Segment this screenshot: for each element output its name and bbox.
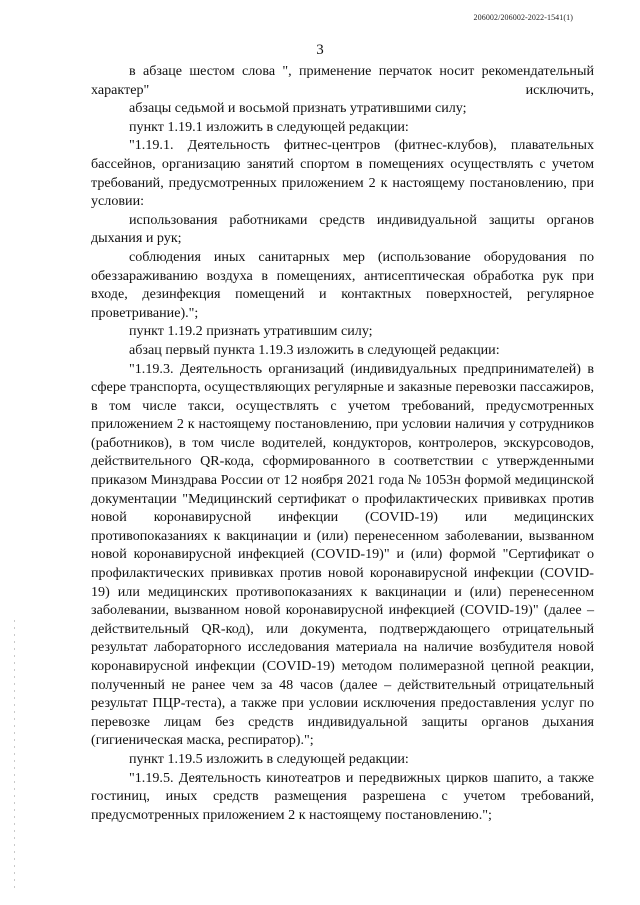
para-sizod: использования работниками средств индивидуальной защиты органов дыхания и рук; xyxy=(91,211,594,247)
scan-margin-mark xyxy=(14,620,15,890)
para-1-19-1: "1.19.1. Деятельность фитнес-центров (фитнес-клубов), плавательных бассейнов, организацию занятий спортом в помещениях осуществлять с учетом требований, предусмотренных приложением 2 к настоящему постановлению, при условии: xyxy=(91,137,594,210)
page-number: 3 xyxy=(316,42,324,58)
para-1-19-5-intro: пункт 1.19.5 изложить в следующей редакции: xyxy=(129,750,409,767)
para-sanitary: соблюдения иных санитарных мер (использование оборудования по обеззараживанию воздуха в помещениях, антисептическая обработка рук при входе, дезинфекция помещений и контактных поверхностей, регулярное проветривание)."; xyxy=(91,248,594,321)
para-1-19-5: "1.19.5. Деятельность кинотеатров и передвижных цирков шапито, а также гостиниц, иных средств размещения разрешена с учетом требований, предусмотренных приложением 2 к настоящему постановлению."; xyxy=(91,769,594,823)
document-body xyxy=(91,62,594,824)
document-id: 206002/206002-2022-1541(1) xyxy=(473,13,573,22)
para-1-19-1-intro: пункт 1.19.1 изложить в следующей редакции: xyxy=(129,118,409,135)
para-1-19-3: "1.19.3. Деятельность организаций (индивидуальных предпринимателей) в сфере транспорта, осуществляющих регулярные и заказные перевозки пассажиров, в том числе такси, осуществлять с учетом требований, предусмотренных приложением 2 к настоящему постановлению, при условии наличия у сотрудников (работников), в том числе водителей, кондукторов, контролеров, экскурсоводов, действительного QR-кода, сформированного в соответствии с утвержденными приказом Минздрава России от 12 ноября 2021 года № 1053н формой медицинской документации "Медицинский сертификат о профилактических прививках против новой коронавирусной инфекции (COVID-19) или медицинских противопоказаниях к вакцинации и (или) перенесенном заболевании, вызванном новой коронавирусной инфекцией (COVID-19)" и (или) формой "Сертификат о профилактических прививках против новой коронавирусной инфекции (COVID-19) или медицинских противопоказаниях к вакцинации и (или) перенесенном заболевании, вызванном новой коронавирусной инфекцией (COVID-19)" (далее – действительный QR-код), или документа, подтверждающего отрицательный результат лабораторного исследования материала на наличие возбудителя новой коронавирусной инфекции (COVID-19) методом полимеразной цепной реакции, полученный не ранее чем за 48 часов (далее – действительный отрицательный результат ПЦР-теста), а также при условии исключения предоставления услуг по перевозке лицам без средств индивидуальной защиты органов дыхания (гигиеническая маска, респиратор)."; xyxy=(91,360,594,749)
para-glove-clause: в абзаце шестом слова ", применение перчаток носит рекомендательный характер" исключить, xyxy=(91,63,594,98)
para-1-19-2: пункт 1.19.2 признать утратившим силу; xyxy=(129,323,373,340)
para-1-19-3-intro: абзац первый пункта 1.19.3 изложить в следующей редакции: xyxy=(129,341,500,358)
para-abzacy-7-8: абзацы седьмой и восьмой признать утратившими силу; xyxy=(129,100,467,117)
